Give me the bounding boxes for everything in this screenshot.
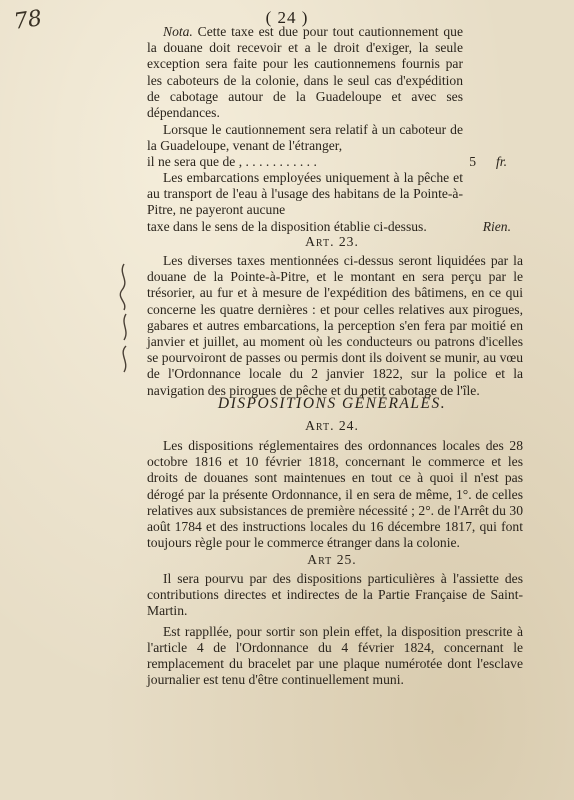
nota-paragraph bbox=[147, 24, 463, 121]
art25-text bbox=[147, 571, 523, 688]
art23-text bbox=[147, 253, 523, 399]
pencil-annotation-icon bbox=[96, 262, 136, 382]
caboteur-amount: 5 bbox=[469, 154, 477, 170]
art24-paragraph: Les dispositions réglementaires des ordonnances locales des 28 octobre 1816 et 10 février 1818, concernant le commerce et les droits de douanes sont maintenues en tout ce à quoi il n'est pas dérogé par la présente Ordonnance, il en sera de même, 1°. de celles relatives aux subsistances de première nécessité ; 2°. de l'Arrêt du 30 août 1784 et des instructions locales du 16 décembre 1817, qui font toujours règle pour le commerce étranger dans la colonie. bbox=[147, 438, 523, 551]
art24-title: Art. 24. bbox=[305, 418, 359, 433]
caboteur-clause bbox=[147, 122, 517, 171]
art25-paragraph-1: Il sera pourvu par des dispositions particulières à l'assiette des contributions directes et indirectes de la Partie Française de Saint-Martin. bbox=[147, 571, 523, 619]
handwritten-page-number: 78 bbox=[12, 6, 44, 35]
art25-title: Art 25. bbox=[307, 552, 357, 567]
embarcations-amount-row bbox=[147, 219, 517, 235]
art24-text bbox=[147, 438, 523, 551]
caboteur-unit: fr. bbox=[496, 154, 507, 170]
caboteur-amount-row bbox=[147, 154, 517, 170]
page-number: ( 24 ) bbox=[265, 8, 309, 27]
embarcations-text-last: taxe dans le sens de la disposition établie ci-dessus. bbox=[147, 218, 427, 234]
art23-paragraph: Les diverses taxes mentionnées ci-dessus seront liquidées par la douane de la Pointe-à-Pitre, et le montant en sera perçu par le trésorier, au fur et à mesure de l'expédition des bâtimens, en ce qui concerne les quatre dernières : et pour celles relatives aux pirogues, gabares et autres embarcations, la perception s'en fera par moitié en janvier et juillet, au moment où les conducteurs ou patrons d'icelles se pourvoiront de passes ou permis dont ils doivent se munir, au vœu de l'Ordonnance locale du 2 janvier 1822, sur la police et la navigation des pirogues de pêche et du petit cabotage de l'île. bbox=[147, 253, 523, 398]
embarcations-clause bbox=[147, 170, 517, 235]
caboteur-text: Lorsque le cautionnement sera relatif à un caboteur de la Guadeloupe, venant de l'étranger, bbox=[147, 122, 463, 154]
embarcations-text: Les embarcations employées uniquement à la pêche et au transport de l'eau à l'usage des habitans de la Pointe-à-Pitre, ne payeront aucune bbox=[147, 170, 463, 218]
art25-paragraph-2: Est rappllée, pour sortir son plein effet, la disposition prescrite à l'article 4 de l'Ordonnance du 4 février 1824, concernant le remplacement du bracelet par une plaque numérotée dont l'esclave journalier est tenu d'être continuellement muni. bbox=[147, 623, 523, 688]
general-dispositions-heading: DISPOSITIONS GÉNÉRALES. bbox=[217, 395, 447, 412]
nota-text: Cette taxe est due pour tout cautionnement que la douane doit recevoir et a le droit d'exiger, la seule exception sera faite pour les cautionnemens fournis par les caboteurs de la colonie, dans le seul cas d'expédition de cabotage autour de la Guadeloupe et avec ses dépendances. bbox=[147, 24, 463, 121]
embarcations-amount: Rien. bbox=[482, 218, 511, 234]
nota-label: Nota. bbox=[163, 24, 193, 39]
art23-title: Art. 23. bbox=[305, 234, 359, 249]
caboteur-dots: il ne sera que de , . . . . . . . . . . . bbox=[147, 154, 317, 170]
